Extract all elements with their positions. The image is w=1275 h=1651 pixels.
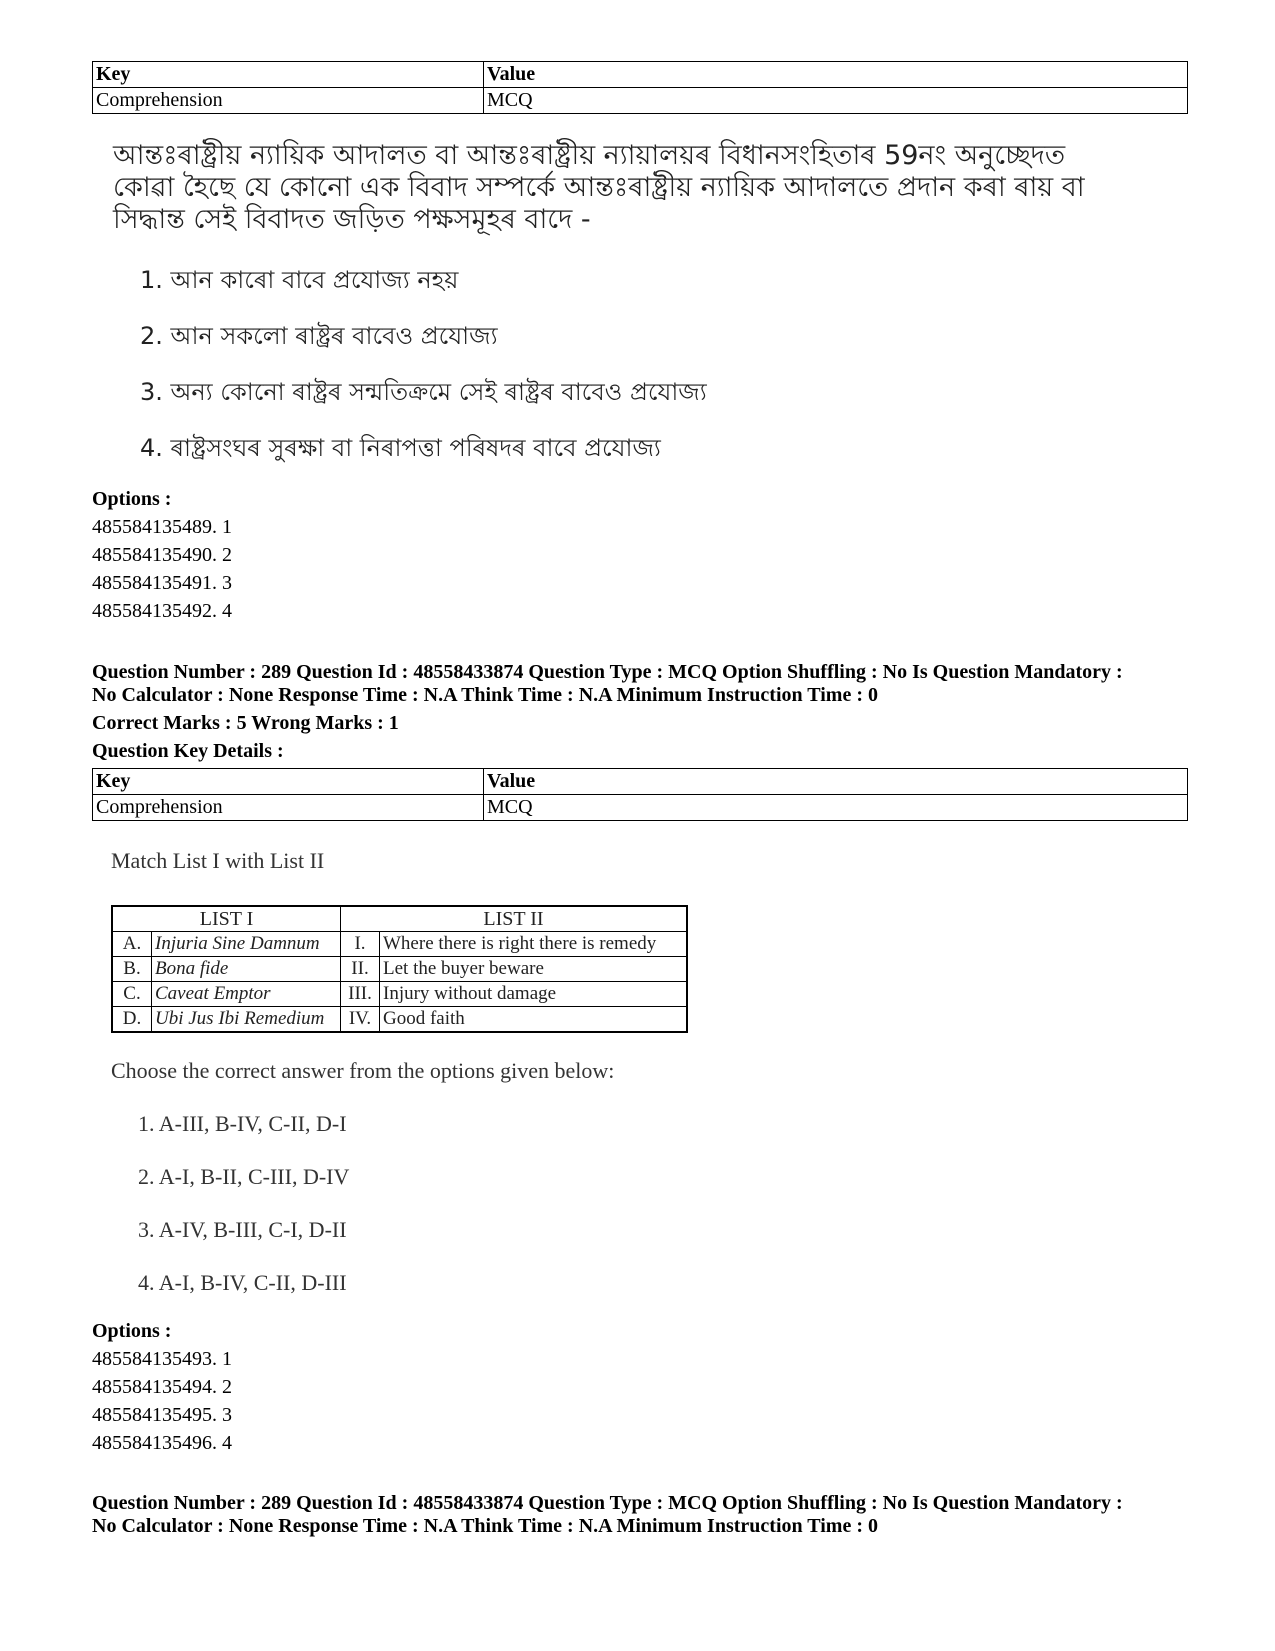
question-text: আন্তঃৰাষ্ট্ৰীয় ন্যায়িক আদালত বা আন্তঃৰাষ্ট্ৰীয় ন্যায়ালয়ৰ বিধানসংহিতাৰ 59নং অনুচ্ছেদত কোৱা হৈছে যে কোনো এক বিবাদ সম্পৰ্কে আন্তঃৰাষ্ট্ৰীয় ন্যায়িক আদালতে প্ৰদান কৰা ৰায় বা সিদ্ধান্ত সেই বিবাদত জড়িত পক্ষসমূহৰ বাদে - [113,140,1085,235]
question-option-1: 1. A-III, B-IV, C-II, D-I [138,1111,347,1136]
question-option-2: 2. আন সকলো ৰাষ্ট্ৰৰ বাবেও প্ৰযোজ্য [140,322,498,350]
match-row [112,957,687,982]
options-label: Options : [92,488,172,510]
key-value-table [92,768,1188,821]
list-2-header: LIST II [341,906,688,932]
match-list-table [111,905,688,1033]
option-id-line: 485584135496. 4 [92,1432,232,1454]
list-2-description: Let the buyer beware [380,957,688,982]
option-id-line: 485584135494. 2 [92,1376,232,1398]
key-cell: Comprehension [93,88,484,114]
list-1-term: Injuria Sine Damnum [152,932,341,957]
option-id-line: 485584135491. 3 [92,572,232,594]
list-2-index: I. [341,932,380,957]
list-1-term: Ubi Jus Ibi Remedium [152,1007,341,1033]
option-id-line: 485584135493. 1 [92,1348,232,1370]
choose-answer-text: Choose the correct answer from the options given below: [111,1058,615,1083]
question-option-4: 4. A-I, B-IV, C-II, D-III [138,1270,347,1295]
list-1-index: B. [112,957,152,982]
option-id-line: 485584135489. 1 [92,516,232,538]
table-row [93,795,1188,821]
question-meta-line: No Calculator : None Response Time : N.A Think Time : N.A Minimum Instruction Time : 0 [92,684,878,706]
value-header: Value [484,62,1188,88]
list-2-index: III. [341,982,380,1007]
question-meta-line: Question Number : 289 Question Id : 48558433874 Question Type : MCQ Option Shuffling : No Is Question Mandatory : [92,661,1123,683]
key-value-table [92,61,1188,114]
marks-line: Correct Marks : 5 Wrong Marks : 1 [92,712,399,734]
question-option-1: 1. আন কাৰো বাবে প্ৰযোজ্য নহয় [140,266,459,294]
question-option-3: 3. A-IV, B-III, C-I, D-II [138,1217,347,1242]
option-id-line: 485584135490. 2 [92,544,232,566]
list-1-term: Bona fide [152,957,341,982]
match-row [112,1007,687,1033]
table-header-row [93,62,1188,88]
match-row [112,982,687,1007]
list-2-index: II. [341,957,380,982]
key-header: Key [93,62,484,88]
list-1-index: D. [112,1007,152,1033]
match-row [112,932,687,957]
value-cell: MCQ [484,795,1188,821]
value-cell: MCQ [484,88,1188,114]
list-1-index: C. [112,982,152,1007]
question-meta-line: Question Number : 289 Question Id : 48558433874 Question Type : MCQ Option Shuffling : No Is Question Mandatory : [92,1492,1123,1514]
match-header-row [112,906,687,932]
list-2-description: Good faith [380,1007,688,1033]
list-1-index: A. [112,932,152,957]
option-id-line: 485584135495. 3 [92,1404,232,1426]
question-option-4: 4. ৰাষ্ট্ৰসংঘৰ সুৰক্ষা বা নিৰাপত্তা পৰিষদৰ বাবে প্ৰযোজ্য [140,434,661,462]
question-meta-line: No Calculator : None Response Time : N.A Think Time : N.A Minimum Instruction Time : 0 [92,1515,878,1537]
list-2-description: Where there is right there is remedy [380,932,688,957]
key-details-label: Question Key Details : [92,740,284,762]
table-header-row [93,769,1188,795]
question-option-3: 3. অন্য কোনো ৰাষ্ট্ৰৰ সন্মতিক্ৰমে সেই ৰাষ্ট্ৰৰ বাবেও প্ৰযোজ্য [140,378,707,406]
list-1-header: LIST I [112,906,341,932]
list-1-term: Caveat Emptor [152,982,341,1007]
options-label: Options : [92,1320,172,1342]
list-2-index: IV. [341,1007,380,1033]
list-2-description: Injury without damage [380,982,688,1007]
key-header: Key [93,769,484,795]
table-row [93,88,1188,114]
question-intro: Match List I with List II [111,848,325,873]
key-cell: Comprehension [93,795,484,821]
option-id-line: 485584135492. 4 [92,600,232,622]
question-option-2: 2. A-I, B-II, C-III, D-IV [138,1164,350,1189]
value-header: Value [484,769,1188,795]
